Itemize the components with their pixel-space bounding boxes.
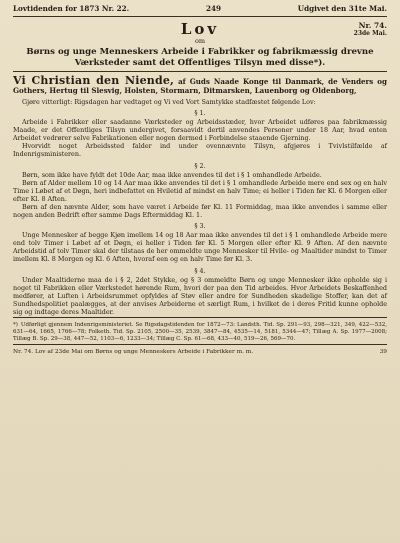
king-name: Vi Christian den Niende, [13, 74, 175, 87]
header-issue: Lovtidenden for 1873 Nr. 22. [13, 4, 130, 13]
header-published-date: Udgivet den 31te Mai. [297, 4, 387, 13]
section-paragraph: Hvorvidt noget Arbeidssted falder ind under ovennævnte Tilsyn, afgjøres i Tvivlstilfælde af Indenrigsministeren. [13, 142, 387, 159]
footer-sheet-number: 39 [379, 348, 387, 355]
page-header [13, 4, 387, 15]
section-paragraph: Børn af den nævnte Alder, som have været i Arbeide før Kl. 11 Formiddag, maa ikke anvendes i samme eller nogen anden Bedrift efter samme Dags Eftermiddag Kl. 1. [13, 202, 387, 220]
footnote-rule [13, 317, 387, 318]
page-footer [13, 349, 387, 355]
section-paragraph: Unge Mennesker af begge Kjøn imellem 14 og 18 Aar maa ikke anvendes til det i § 1 omhandlede Arbeide mere end tolv Timer i Løbet af et Døgn, ei heller i Tiden før Kl. 5 Morgen eller efter Kl. 9 Aften. Af den nævnte Arbeidstid af tolv Timer skal der tilstaas de her ommeldte unge Mennesker til Hvile- og Maaltider mindst to Timer imellem Kl. 8 Morgen og Kl. 6 Aften, hvoraf een og en halv Time før Kl. 3. [13, 231, 387, 264]
footer-law-reference: Nr. 74. Lov af 23de Mai om Børns og unge Menneskers Arbeide i Fabrikker m. m. [13, 348, 254, 355]
king-titles: af Guds Naade Konge til Danmark, de Venders og Gothers, Hertug til Slesvig, Holsten, Stormarn, Ditmarsken, Lauenborg og Oldenborg, [13, 77, 387, 95]
section-paragraph: Børn, som ikke have fyldt det 10de Aar, maa ikke anvendes til det i § 1 omhandlede Arbeide. [22, 170, 322, 179]
law-subject: Børns og unge Menneskers Arbeide i Fabrikker og fabrikmæssig drevne Værksteder samt det Offentliges Tilsyn med disse*). [26, 47, 374, 68]
law-number-box [354, 22, 387, 37]
section-paragraph: Arbeide i Fabrikker eller saadanne Værksteder og Arbeidsstæder, hvor Arbeidet udføres paa fabrikmæssig Maade, er det Offentliges Tilsyn undergivet, forsaavidt dertil anvendes Personer under 18 Aar, hvad enten Arbeidet vedrører selve Fabrikationen eller nogen dermed i Forbindelse staaende Gjerning. [13, 118, 387, 143]
section-heading: § 1. [194, 109, 206, 118]
section-paragraph: Børn af Alder mellem 10 og 14 Aar maa ikke anvendes til det i § 1 omhandlede Arbeide mere end sex og en halv Time i Løbet af et Døgn, heri indbefattet en Hviletid af mindst en halv Time; ei heller i Tiden før Kl. 6 Morgen eller efter Kl. 8 Aften. [13, 178, 387, 203]
law-title: Lov [180, 20, 220, 38]
header-page-number: 249 [205, 4, 221, 13]
footnote-text: Udførligt gjennem Indenrigsministeriet. Se Rigsdagstidenden for 1872—73: Landsth. Tid. Sp. 291—93, 298—321, 349, 422—532, 631—64, 1665, 1766—78; Folketh. Tid. Sp. 2105, 2500—35, 2539, 3847—84, 4535—14, 5181, 5344—47; Tillæg A. Sp. 1977—2008; Tillæg B. Sp. 29—38, 447—52, 1103—6, 1233—34; Tillæg C. Sp. 61—68, 433—40, 519—26, 569—70. [13, 321, 387, 342]
section-paragraph: Under Maaltiderne maa de i § 2, 2det Stykke, og § 3 ommeldte Børn og unge Mennesker ikke opholde sig i noget til Fabrikken eller Værkstedet hørende Rum, hvori der paa den Tid arbeides. Hvor Arbeidets Beskaffenhed medfører, at Luften i Arbeidsrummet opfyldes af Støv eller andre for Sundheden skadelige Stoffer, kan det af Sundhedspolitiet paalægges, at der anvises Arbeiderne et særligt Rum, i hvilket de i deres Fritid kunne opholde sig og indtage deres Maaltider. [13, 275, 387, 316]
section-heading: § 3. [194, 222, 206, 231]
law-title-om: om [194, 37, 206, 45]
law-body [13, 98, 387, 316]
footnote [13, 322, 387, 343]
section-heading: § 4. [194, 266, 206, 275]
title-block [13, 21, 387, 45]
law-date: 23de Mai. [353, 30, 387, 37]
intro-paragraph: Gjøre vitterligt: Rigsdagen har vedtaget og Vi ved Vort Samtykke stadfæstet følgende Lov: [22, 98, 316, 106]
footer-rule [13, 344, 387, 345]
king-proclamation [13, 76, 387, 95]
subject-rule [13, 71, 387, 72]
law-number: Nr. 74. [358, 21, 387, 30]
section-heading: § 2. [194, 161, 206, 170]
header-rule [13, 16, 387, 17]
footnote-mark: *) [13, 321, 18, 328]
